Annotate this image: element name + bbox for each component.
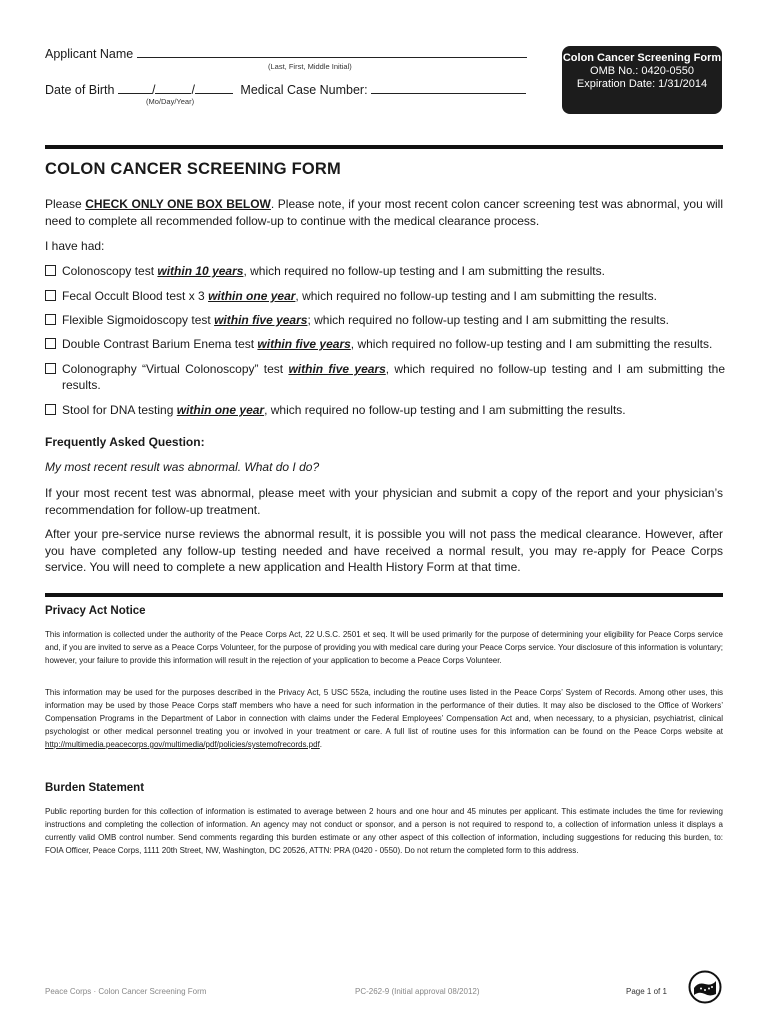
option-timeframe: within five years: [288, 362, 386, 376]
dob-label: Date of Birth: [45, 83, 115, 97]
applicant-name-row: [45, 45, 527, 61]
dob-hint: (Mo/Day/Year): [146, 97, 195, 106]
applicant-name-hint: (Last, First, Middle Initial): [268, 62, 352, 71]
footer-form-number: PC-262-9 (Initial approval 08/2012): [355, 987, 480, 996]
privacy-paragraph-1: This information is collected under the authority of the Peace Corps Act, 22 U.S.C. 2501 et seq. It will be used primarily for the purpose of determining your eligibility for Peace Corps service and, if you are invited to serve as a Peace Corps Volunteer, for the purpose of providing you with medical care during your Peace Corps service. Your disclosure of this information is voluntary; however, your failure to provide this information will result in the rejection of your application to become a Peace Corps Volunteer.: [45, 630, 723, 665]
dob-row: Date of Birth / / Medical Case Number:: [45, 81, 526, 97]
option-fecal-occult-blood[interactable]: [45, 289, 725, 305]
system-of-records-link[interactable]: http://multimedia.peacecorps.gov/multimedia/pdf/policies/systemofrecords.pdf: [45, 740, 320, 749]
option-text-end: , which required no follow-up testing and I am submitting the results.: [350, 337, 713, 351]
option-text: Fecal Occult Blood test x 3: [62, 289, 209, 303]
option-timeframe: within one year: [176, 403, 265, 417]
option-timeframe: within five years: [214, 313, 308, 327]
divider-top: [45, 145, 723, 149]
medical-case-field[interactable]: [371, 81, 526, 94]
faq-answer-2: After your pre-service nurse reviews the abnormal result, it is possible you will not pass the medical clearance. However, after you have completed any follow-up testing needed and have received a normal result, you may re-apply for Peace Corps service. You will need to complete a new application and Health History Form at that time.: [45, 527, 723, 574]
option-text: Flexible Sigmoidoscopy test: [62, 313, 215, 327]
applicant-name-field[interactable]: [137, 45, 527, 58]
medical-case-label: Medical Case Number:: [240, 83, 368, 97]
option-colonography[interactable]: [45, 362, 725, 393]
dob-month-field[interactable]: [118, 81, 152, 94]
option-text-end: ; which required no follow-up testing and I am submitting the results.: [307, 313, 669, 327]
form-info-badge: [562, 46, 722, 114]
option-text: Colonography “Virtual Colonoscopy” test: [62, 362, 289, 376]
intro-post: . Please note, if your most recent colon cancer screening test was abnormal, you will need to complete all recommended follow-up to continue with the medical clearance process.: [45, 197, 724, 228]
applicant-name-label: Applicant Name: [45, 47, 134, 61]
privacy-paragraph-2: This information may be used for the purposes described in the Privacy Act, 5 USC 552a, including the routine uses listed in the Peace Corps’ System of Records. Among other uses, this information may be used by those Peace Corps staff members who have a need for such information in the performance of their duties. It may also be disclosed to the Office of Workers’ Compensation Programs in the Department of Labor in connection with claims under the Federal Employees’ Compensation Act and, when necessary, to a physician, psychiatrist, clinical psychologist or other medical personnel treating you or involved in your treatment or care. A full list of routine uses for this information can be found on the Peace Corps website at http://multimedia.peacecorps.gov/multimedia/pdf/policies/systemofrecords.pdf.: [45, 688, 723, 749]
checkbox[interactable]: [45, 404, 56, 415]
badge-title: Colon Cancer Screening Form: [562, 52, 722, 64]
option-text-end: , which required no follow-up testing and I am submitting the results.: [243, 264, 605, 278]
option-timeframe: within one year: [208, 289, 296, 303]
option-timeframe: within 10 years: [157, 264, 244, 278]
intro-paragraph: [45, 196, 723, 229]
option-timeframe: within five years: [257, 337, 351, 351]
option-text-end: , which required no follow-up testing and I am submitting the results.: [295, 289, 657, 303]
privacy-heading: Privacy Act Notice: [45, 605, 146, 617]
option-text-end: , which required no follow-up testing and I am submitting the results.: [264, 403, 626, 417]
checkbox[interactable]: [45, 290, 56, 301]
faq-question: My most recent result was abnormal. What do I do?: [45, 460, 320, 474]
checkbox[interactable]: [45, 314, 56, 325]
dob-year-field[interactable]: [195, 81, 233, 94]
intro-pre: Please: [45, 197, 86, 211]
peace-corps-seal-icon: [688, 970, 722, 1004]
option-colonoscopy[interactable]: [45, 264, 725, 280]
dob-day-field[interactable]: [155, 81, 191, 94]
burden-paragraph: Public reporting burden for this collection of information is estimated to average between 2 hours and one hour and 45 minutes per applicant. This estimate includes the time for reviewing instructions and completing the collection of information. An agency may not conduct or sponsor, and a person is not required to respond to, a collection of information unless it displays a currently valid OMB control number. Send comments regarding this burden estimate or any other aspect of this collection of information, including suggestions for reducing this burden, to: FOIA Officer, Peace Corps, 1111 20th Street, NW, Washington, DC 20526, ATTN: PRA (0420 - 0550). Do not return the completed form to this address.: [45, 807, 723, 855]
badge-expiration: Expiration Date: 1/31/2014: [576, 78, 708, 90]
intro-emphasis: CHECK ONLY ONE BOX BELOW: [85, 197, 271, 211]
footer-left: Peace Corps · Colon Cancer Screening Form: [45, 987, 207, 996]
faq-answer-1: If your most recent test was abnormal, please meet with your physician and submit a copy of the report and your physician’s recommendation for follow-up treatment.: [45, 486, 723, 517]
option-stool-dna[interactable]: [45, 403, 725, 419]
divider-middle: [45, 593, 723, 597]
checkbox[interactable]: [45, 265, 56, 276]
faq-heading: Frequently Asked Question:: [45, 435, 205, 449]
option-text: Colonoscopy test: [62, 264, 158, 278]
badge-omb: OMB No.: 0420-0550: [590, 65, 694, 77]
option-text: Stool for DNA testing: [62, 403, 177, 417]
option-barium-enema[interactable]: [45, 337, 725, 353]
i-have-had-label: I have had:: [45, 239, 105, 253]
page-title: COLON CANCER SCREENING FORM: [45, 160, 341, 178]
checkbox[interactable]: [45, 338, 56, 349]
footer-page-number: Page 1 of 1: [626, 987, 667, 996]
privacy-paragraph-2-text: This information may be used for the purposes described in the Privacy Act, 5 USC 552a, including the routine uses listed in the Peace Corps’ System of Records. Among other uses, this information may be used by those Peace Corps staff members who have a need for such information in the performance of their duties. It may also be disclosed to the Office of Workers’ Compensation Programs in the Department of Labor in connection with claims under the Federal Employees’ Compensation Act and, when necessary, to a physician, psychiatrist, clinical psychologist or other medical personnel treating you or involved in your treatment or care. A full list of routine uses for this information can be found on the Peace Corps website at: [45, 688, 723, 736]
option-text-end: , which required no follow-up testing and I am submitting the results.: [62, 362, 725, 392]
option-flexible-sigmoidoscopy[interactable]: [45, 313, 725, 329]
checkbox[interactable]: [45, 363, 56, 374]
option-text: Double Contrast Barium Enema test: [62, 337, 258, 351]
burden-heading: Burden Statement: [45, 782, 145, 794]
